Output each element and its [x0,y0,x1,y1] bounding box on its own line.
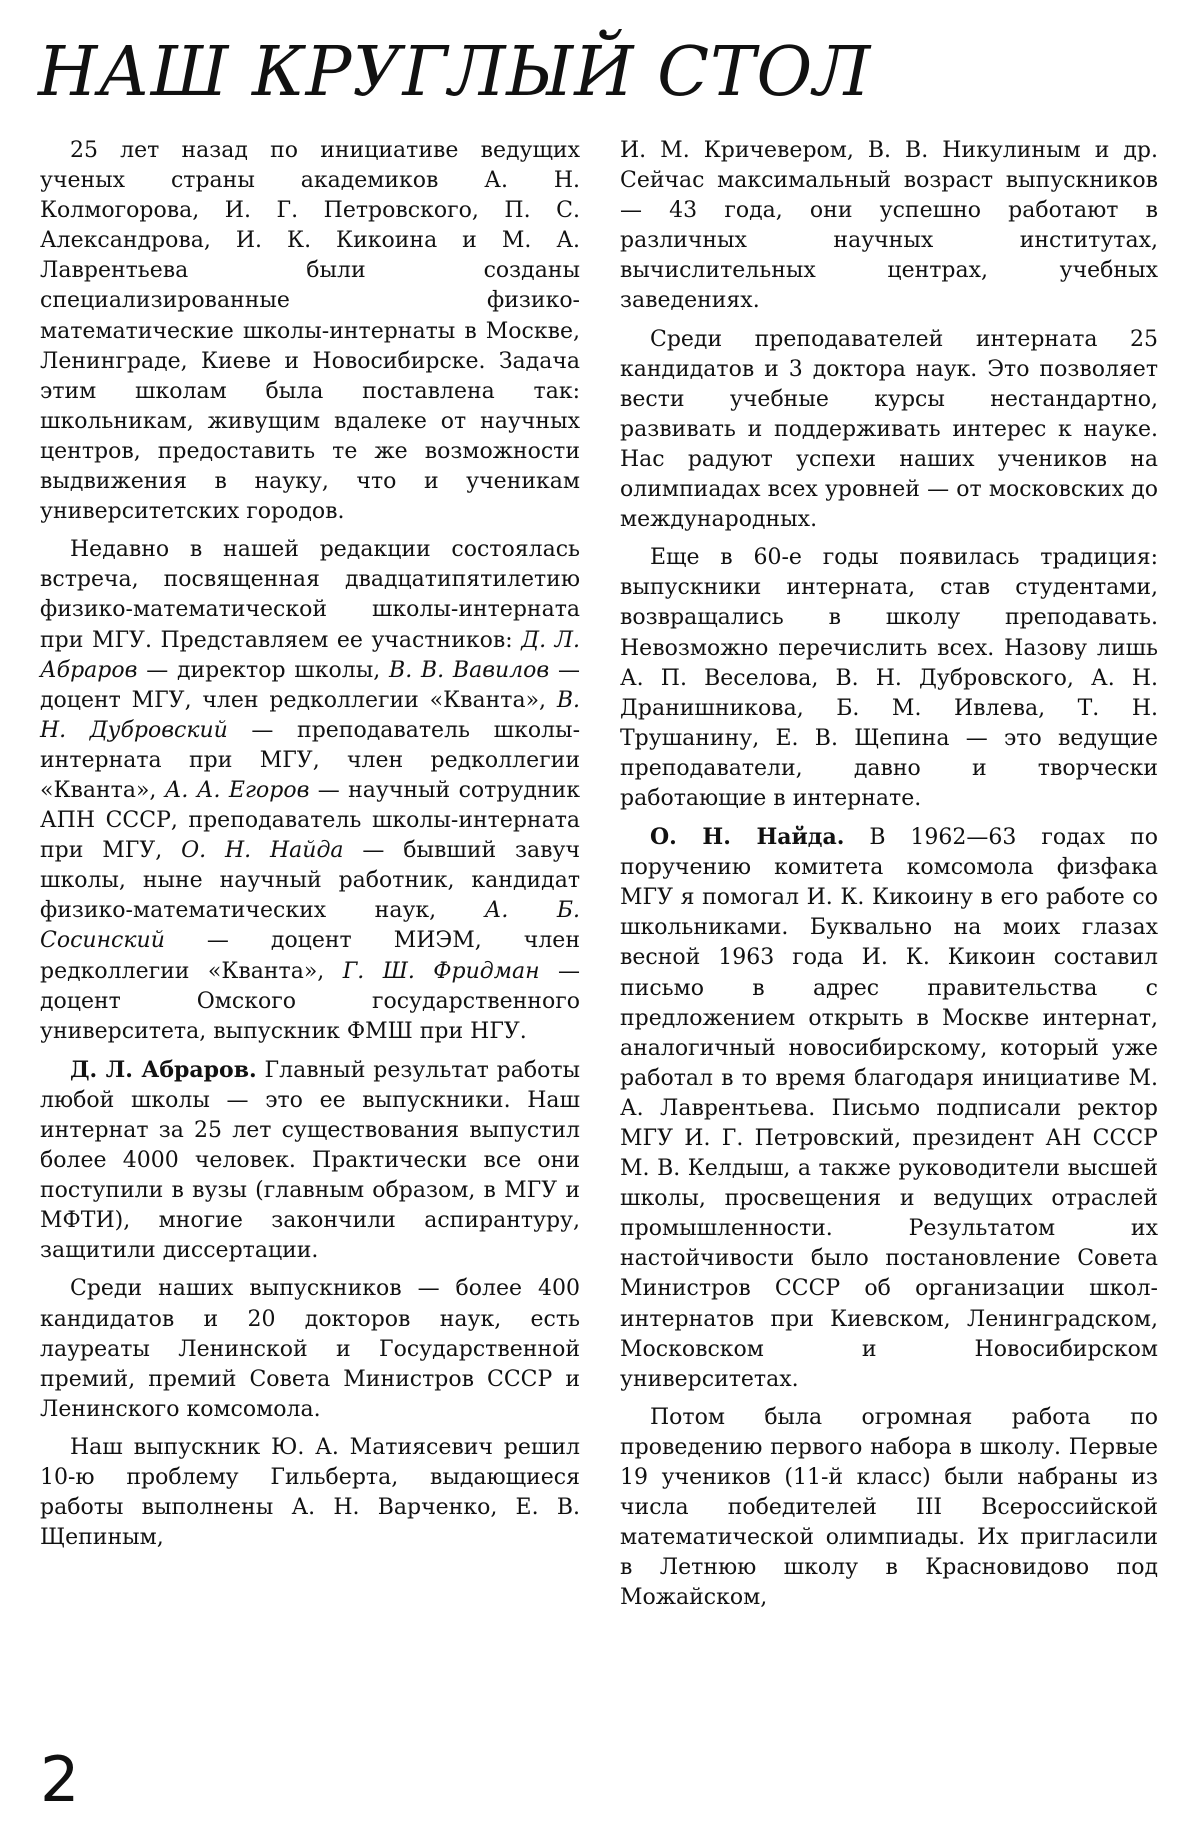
teachers-paragraph: Среди преподавателей интерната 25 кандидатов и 3 доктора наук. Это позволяет вести учебные курсы нестандартно, развивать и поддерживать интерес к науке. Нас радуют успехи наших учеников на олимпиадах всех уровней — от московских до международных. [620,326,1158,533]
meeting-paragraph [40,535,580,1047]
participant-name: А. Б. Сосинский [40,898,580,954]
matiyasevich-paragraph: Наш выпускник Ю. А. Матиясевич решил 10-ю проблему Гильберта, выдающиеся работы выполнены А. Н. Варченко, Е. В. Щепиным, [40,1434,580,1551]
tradition-paragraph: Еще в 60-е годы появилась традиция: выпускники интерната, став студентами, возвращались в школу преподавать. Невозможно перечислить всех. Назову лишь А. П. Веселова, В. Н. Дубровского, А. Н. Дранишникова, Б. М. Ивлева, Т. Н. Трушанину, Е. В. Щепина — это ведущие преподаватели, давно и творчески работающие в интернате. [620,545,1158,811]
page-title: НАШ КРУГЛЫЙ СТОЛ [38,33,871,112]
participant-role: — доцент МГУ, член редколлегии «Кванта», [40,657,581,713]
meeting-text: Недавно в нашей редакции состоялась встреча, посвященная двадцатипятилетию физико-математической школы-интерната при МГУ. Представляем ее участников: [40,537,580,653]
participant-name: Г. Ш. Фридман [342,958,540,984]
participant-name: В. Н. Дубровский [40,687,580,743]
participant-name: В. В. Вавилов [389,657,550,683]
graduates-paragraph: Среди наших выпускников — более 400 кандидатов и 20 докторов наук, есть лауреаты Ленинской и Государственной премий, премий Совета Министров СССР и Ленинского комсомола. [40,1276,580,1422]
abrarov-paragraph [40,1055,580,1267]
speaker-text: Главный результат работы любой школы — это ее выпускники. Наш интернат за 25 лет существования выпустил более 4000 человек. Практически все они поступили в вузы (главным образом, в МГУ и МФТИ), многие закончили аспирантуру, защитили диссертации. [40,1057,580,1264]
speaker-name: Д. Л. Абраров. [70,1056,257,1083]
speaker-name: О. Н. Найда. [650,824,845,851]
naida-paragraph [620,822,1158,1395]
page-number: 2 [40,1743,80,1816]
right-column [620,136,1158,1622]
first-intake-paragraph: Потом была огромная работа по проведению первого набора в школу. Первые 19 учеников (11-й класс) были набраны из числа победителей III Всероссийской математической олимпиады. Их пригласили в Летнюю школу в Красновидово под Можайском, [620,1404,1158,1611]
participant-role: — доцент МИЭМ, член редколлегии «Кванта», [40,928,580,984]
participant-role: — доцент Омского государственного университета, выпускник ФМШ при НГУ. [40,958,580,1044]
continuation-paragraph: И. М. Кричевером, В. В. Никулиным и др. Сейчас максимальный возраст выпускников — 43 года, они успешно работают в различных научных институтах, вычислительных центрах, учебных заведениях. [620,138,1158,314]
speaker-text: В 1962—63 годах по поручению комитета комсомола физфака МГУ я помогал И. К. Кикоину в его работе со школьниками. Буквально на моих глазах весной 1963 года И. К. Кикоин составил письмо в адрес правительства с предложением открыть в Москве интернат, аналогичный новосибирскому, который уже работал в то время благодаря инициативе М. А. Лаврентьева. Письмо подписали ректор МГУ И. Г. Петровский, президент АН СССР М. В. Келдыш, а также руководители высшей школы, просвещения и ведущих отраслей промышленности. Результатом их настойчивости было постановление Совета Министров СССР об организации школ-интернатов при Киевском, Ленинградском, Московском и Новосибирском университетах. [620,825,1158,1392]
left-column [40,136,580,1561]
participant-role: — директор школы, [137,657,390,683]
participant-name: Д. Л. Абраров [40,627,580,683]
participant-name: О. Н. Найда [181,838,344,864]
participant-role: — бывший завуч школы, ныне научный работник, кандидат физико-математических наук, [40,838,580,924]
participant-name: А. А. Егоров [164,777,310,803]
participant-role: — преподаватель школы-интерната при МГУ, член редколлегии «Кванта», [40,717,581,803]
intro-paragraph: 25 лет назад по инициативе ведущих ученых страны академиков А. Н. Колмогорова, И. Г. Петровского, П. С. Александрова, И. К. Кикоина и М. А. Лаврентьева были созданы специализированные физико-математические школы-интернаты в Москве, Ленинграде, Киеве и Новосибирске. Задача этим школам была поставлена так: школьникам, живущим вдалеке от научных центров, предоставить те же возможности выдвижения в науку, что и ученикам университетских городов. [40,138,580,525]
participant-role: — научный сотрудник АПН СССР, преподаватель школы-интерната при МГУ, [40,777,580,864]
